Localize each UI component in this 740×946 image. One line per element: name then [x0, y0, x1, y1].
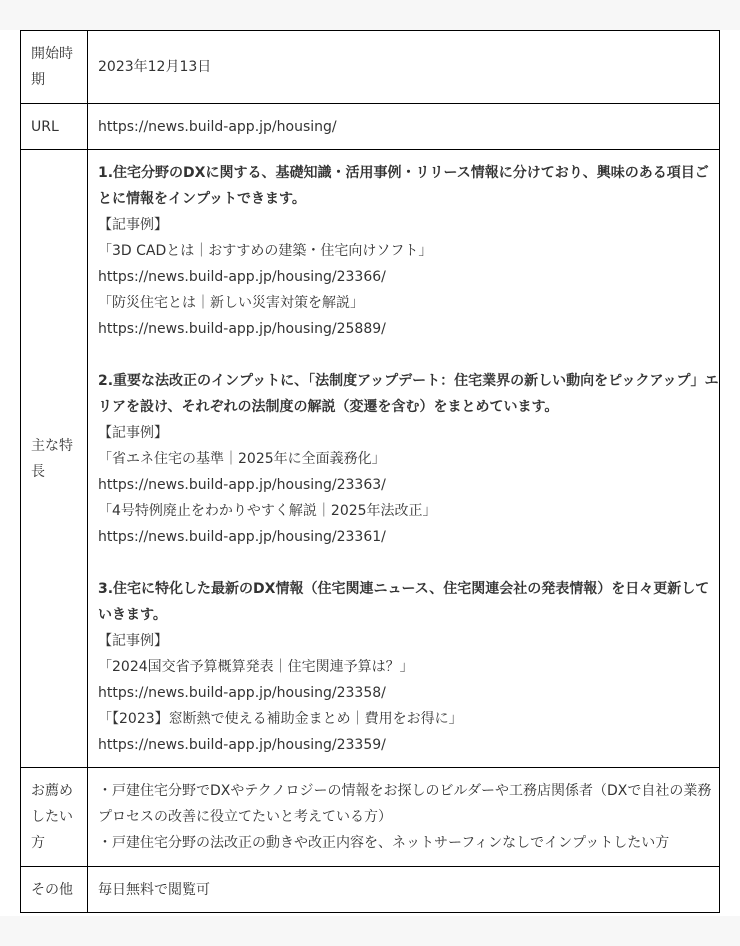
row-value — [88, 768, 720, 867]
feature-2-heading: 2.重要な法改正のインプットに、「法制度アップデート：住宅業界の新しい動向をピックアップ」エリアを設け、それぞれの法制度の解説（変遷を含む）をまとめています。 — [98, 372, 719, 415]
row-label — [21, 768, 88, 867]
site-url: https://news.build-app.jp/housing/ — [98, 118, 337, 135]
feature-1-article-1-url: https://news.build-app.jp/housing/23366/ — [98, 268, 386, 285]
info-table — [20, 30, 720, 913]
feature-1-article-2-title: 「防災住宅とは｜新しい災害対策を解説」 — [98, 294, 364, 311]
table-row — [21, 867, 720, 913]
row-label — [21, 150, 88, 768]
url-label: URL — [31, 118, 59, 135]
table-row — [21, 104, 720, 150]
feature-1-heading: 1.住宅分野のDXに関する、基礎知識・活用事例・リリース情報に分けており、興味のある項目ごとに情報をインプットできます。 — [98, 164, 709, 207]
recommended-line-2: ・戸建住宅分野の法改正の動きや改正内容を、ネットサーフィンなしでインプットしたい方 — [98, 835, 670, 851]
recommended-line-1: ・戸建住宅分野でDXやテクノロジーの情報をお探しのビルダーや工務店関係者（DXで自社の業務プロセスの改善に役立てたいと考えている方） — [98, 783, 712, 825]
row-value — [88, 867, 720, 913]
feature-2-article-2-title: 「4号特例廃止をわかりやすく解説｜2025年法改正」 — [98, 502, 437, 519]
feature-3-example-label: 【記事例】 — [98, 632, 168, 649]
feature-1-article-2-url: https://news.build-app.jp/housing/25889/ — [98, 320, 386, 337]
start-date: 2023年12月13日 — [98, 59, 212, 75]
row-label — [21, 104, 88, 150]
table-row — [21, 150, 720, 768]
row-value — [88, 104, 720, 150]
recommended-label: お薦めしたい方 — [31, 783, 73, 851]
spacer — [98, 342, 719, 368]
feature-3-article-2-title: 「【2023】窓断熱で使える補助金まとめ｜費用をお得に」 — [98, 710, 463, 727]
other-value: 毎日無料で閲覧可 — [98, 881, 210, 898]
feature-1-example-label: 【記事例】 — [98, 216, 168, 233]
features-label: 主な特長 — [31, 437, 73, 480]
feature-2-article-1-url: https://news.build-app.jp/housing/23363/ — [98, 476, 386, 493]
feature-2-example-label: 【記事例】 — [98, 424, 168, 441]
page — [0, 30, 740, 916]
table-row — [21, 768, 720, 867]
feature-2-article-2-url: https://news.build-app.jp/housing/23361/ — [98, 528, 386, 545]
feature-3-article-1-title: 「2024国交省予算概算発表｜住宅関連予算は？」 — [98, 658, 414, 675]
row-label — [21, 867, 88, 913]
feature-3-article-2-url: https://news.build-app.jp/housing/23359/ — [98, 736, 386, 753]
row-label — [21, 31, 88, 104]
feature-3-article-1-url: https://news.build-app.jp/housing/23358/ — [98, 684, 386, 701]
feature-1-article-1-title: 「3D CADとは｜おすすめの建築・住宅向けソフト」 — [98, 242, 433, 259]
feature-2-article-1-title: 「省エネ住宅の基準｜2025年に全面義務化」 — [98, 450, 386, 467]
feature-3-heading: 3.住宅に特化した最新のDX情報（住宅関連ニュース、住宅関連会社の発表情報）を日々更新していきます。 — [98, 580, 710, 623]
row-value — [88, 150, 720, 768]
row-value — [88, 31, 720, 104]
spacer — [98, 550, 719, 576]
other-label: その他 — [31, 881, 73, 898]
start-label: 開始時期 — [31, 46, 73, 88]
table-row — [21, 31, 720, 104]
